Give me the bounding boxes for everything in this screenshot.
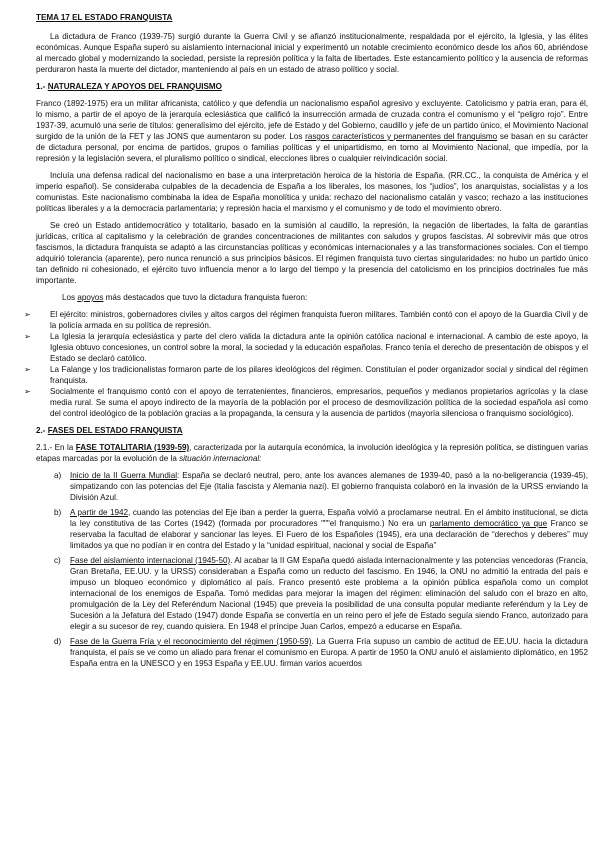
arrow-bullet-icon: ➢	[24, 365, 31, 374]
item-letter: c)	[54, 556, 61, 565]
section-2-number: 2.-	[36, 426, 46, 435]
section-1-paragraph-2: Incluía una defensa radical del nacionalismo en base a una interpretación heroica de la historia de España. (RR.CC., la conquista de América y el imperio español). Se consideraba culpables de la decadencia de España a los liberales, los masones, los “judíos”, los anarquistas, socialistas y a los comunistas. Este nacionalismo combinaba la idea de España monolítica y unida: rechazo del nacionalismo catalán y vasco; rechazo a las instituciones políticas liberales y a la democracia parlamentaria; y represión hacia el marxismo y el comunismo y de todo el movimiento obrero.	[36, 171, 588, 213]
section-2-label: FASES DEL ESTADO FRANQUISTA	[47, 426, 183, 435]
apoyo-iglesia: La Iglesia la jerarquía eclesiástica y parte del clero valida la dictadura ante la opinión católica nacional e internacional. A cambio de este apoyo, la Iglesia obtuvo concesiones, un control sobre la moral, la sociedad y la educación españolas. Franco tenía el derecho de presentación de obispos y el Estado se declaró católico.	[50, 332, 588, 363]
intro-paragraph: La dictadura de Franco (1939-75) surgió durante la Guerra Civil y se afianzó institucionalmente, respaldada por el ejército, la Iglesia, y las élites económicas. Aunque España superó su aislamiento internacional inicial y experimentó un notable crecimiento económico desde los años 60, abriéndose al mercado global y modernizando la sociedad, persiste la represión política y la falta de libertades. Este estancamiento político y la ausencia de reformas perduraron hasta la muerte del dictador, manteniendo al país en un estado de atraso político y social.	[36, 32, 588, 74]
section-1-paragraph-1	[36, 98, 588, 164]
list-item	[24, 386, 588, 419]
item-letter: d)	[54, 637, 62, 646]
list-item	[54, 636, 588, 669]
item-heading: Fase del aislamiento internacional (1945-50)	[70, 556, 231, 565]
arrow-bullet-icon: ➢	[24, 310, 31, 319]
apoyos-post: más destacados que tuvo la dictadura franquista fueron:	[103, 293, 308, 302]
section-1-heading	[36, 81, 588, 92]
list-item	[24, 364, 588, 386]
item-letter: b)	[54, 508, 62, 517]
arrow-bullet-icon: ➢	[24, 332, 31, 341]
item-text: . Al acabar la II GM España quedó aislada internacionalmente y las potencias vencedoras (Francia, Gran Bretaña, EE.UU. y la URSS) consideraban a España como un reducto del fascismo. En 1946, la ONU no admitió la entrada del país e impuso un bloqueo económico y diplomático al país. Franco presentó este problema a la opinión pública española como un complot internacional de los enemigos de España. Tomó medidas para mejorar la imagen del régimen: eliminación del saludo con el brazo en alto, promulgación de la Ley del Referéndum Nacional (1945) que preveía la posibilidad de una consulta popular mediante referéndum y la Ley de Sucesión a la Jefatura del Estado (1947) donde España se convertía en un reino pero el jefe de Estado seguía siendo Franco, autorizado para elegir a su sucesor de rey, cuando quisiera. En 1948 el príncipe Juan Carlos, empezó a educarse en España.	[70, 556, 588, 631]
apoyo-ejercito: El ejército: ministros, gobernadores civiles y altos cargos del régimen franquista fueron militares. También contó con el apoyo de la Guardia Civil y de la policía armada en su política de represión.	[50, 310, 588, 330]
apoyo-falange: La Falange y los tradicionalistas formaron parte de los pilares ideológicos del régimen. Constituían el poder organizador social y sindical del régimen franquista.	[50, 365, 588, 385]
item-text: , cuando las potencias del Eje iban a perder la guerra, España volvió a proclamarse neutral. En el ámbito institucional, se dicta la ley constitutiva de las Cortes (1942) (formada por procuradores """el franquismo.) No era un	[70, 508, 588, 528]
s2p1-italic: situación internacional:	[179, 454, 262, 463]
s2p1-mid: , caracterizada por la autarquía económica, la involución ideológica y la represión política, se distinguen varias etapas marcadas por la evolución de la	[36, 443, 588, 463]
s1p1-underlined: rasgos característicos y permanentes del franquismo	[305, 132, 498, 141]
document-title: TEMA 17 EL ESTADO FRANQUISTA	[36, 13, 173, 22]
s1p1-text-b: se basan en su carácter de dictadura personal, por encima de partidos, grupos o familias políticas y el unipartidismo, en torno al Movimiento Nacional, que impedía, por la represión y la legislación severa, el pluralismo político o sindical, elecciones libres o cualquier reivindicación social.	[36, 132, 589, 163]
list-item	[54, 470, 588, 503]
item-heading: A partir de 1942	[70, 508, 129, 517]
section-1-label: NATURALEZA Y APOYOS DEL FRANQUISMO	[47, 82, 222, 91]
item-text: : España se declaró neutral, pero, ante los avances alemanes de 1939-40, pasó a la no-beligerancia (1939-45), simpatizando con las potencias del Eje (Italia fascista y Alemania nazi). El gobierno franquista colaboró en la invasión de la URSS enviando la División Azul.	[70, 471, 588, 502]
section-1-paragraph-3: Se creó un Estado antidemocrático y totalitario, basado en la sumisión al caudillo, la represión, la negación de libertades, la falta de garantías jurídicas, crítica al capitalismo y la celebración de grandes concentraciones de militantes con saludos y grupos fascistas. Al sobrevivir más que otros fascismos, la dictadura franquista se adaptó a las circunstancias políticas y económicas internacionales y a las transformaciones sociales. Con el tiempo adquirió tolerancia (aparente), pero nunca renunció a sus principios básicos. El régimen franquista tuvo ciertas singularidades: no hubo un partido único tan definido ni cohesionado, el ejército tuvo influencia menor a lo largo del tiempo y la presencia del catolicismo en los principios doctrinales fue más importante.	[36, 221, 588, 285]
item-heading: Fase de la Guerra Fría y el reconocimiento del régimen (1950-59)	[70, 637, 312, 646]
section-1-number: 1.-	[36, 82, 46, 91]
apoyos-list	[24, 309, 588, 419]
apoyos-pre: Los	[62, 293, 78, 302]
section-2-heading	[36, 425, 588, 436]
item-text-2: Franco se reservaba la facultad de elaborar y sancionar las leyes. El Fuero de los Españoles (1945), era una declaración de “derechos y deberes” muy limitados ya que no podían ir en contra del Estado y la “unidad espiritual, nacional y social de España”	[70, 519, 588, 550]
apoyos-underlined: apoyos	[77, 293, 104, 302]
fase-totalitaria-label: FASE TOTALITARIA (1939-59)	[75, 443, 190, 452]
phases-list	[36, 470, 588, 669]
list-item	[54, 555, 588, 632]
s1p1-text-a: Franco (1892-1975) era un militar africanista, católico y que defendía un nacionalismo español agresivo y excluyente. Catolicismo y patria eran, para él, lo mismo, a partir de el apoyo de la jerarquía eclesiástica que calificó la insurrección armada de cruzada contra el comunismo y el “peligro rojo”. Entre 1937-39, acumuló una serie de títulos: generalísimo del ejército, jefe de Estado y del Gobierno, caudillo y jefe de un partido único, el Movimiento Nacional surgido de la unión de la FET y las JONS que aumentaron su poder. Los	[36, 99, 588, 141]
list-item	[54, 507, 588, 551]
list-item	[24, 331, 588, 364]
section-2-paragraph-1	[36, 442, 588, 464]
item-heading: Inicio de la II Guerra Mundial	[70, 471, 178, 480]
apoyos-intro	[36, 292, 588, 303]
apoyo-social: Socialmente el franquismo contó con el apoyo de terratenientes, financieros, empresarios, pequeños y medianos propietarios agrícolas y la clase media rural. Se suma el apoyo indirecto de la mayoría de la población por el proceso de desmovilización política de la sociedad española así como del control ideológico de la población gracias a la propaganda, la censura y la ausencia de partidos (mayoría silenciosa o franquismo sociológico).	[50, 387, 588, 418]
item-underlined: parlamento democrático ya que	[429, 519, 548, 528]
s2p1-num: 2.1.- En la	[36, 443, 76, 452]
arrow-bullet-icon: ➢	[24, 387, 31, 396]
list-item	[24, 309, 588, 331]
item-text: . La Guerra Fría supuso un cambio de actitud de EE.UU. hacia la dictadura franquista, el país se ve como un aliado para frenar el comunismo en Europa. A partir de 1950 la ONU anuló el aislamiento diplomático, en 1952 España entra en la UNESCO y en 1953 España y EE.UU. firman varios acuerdos	[70, 637, 588, 668]
item-letter: a)	[54, 471, 62, 480]
